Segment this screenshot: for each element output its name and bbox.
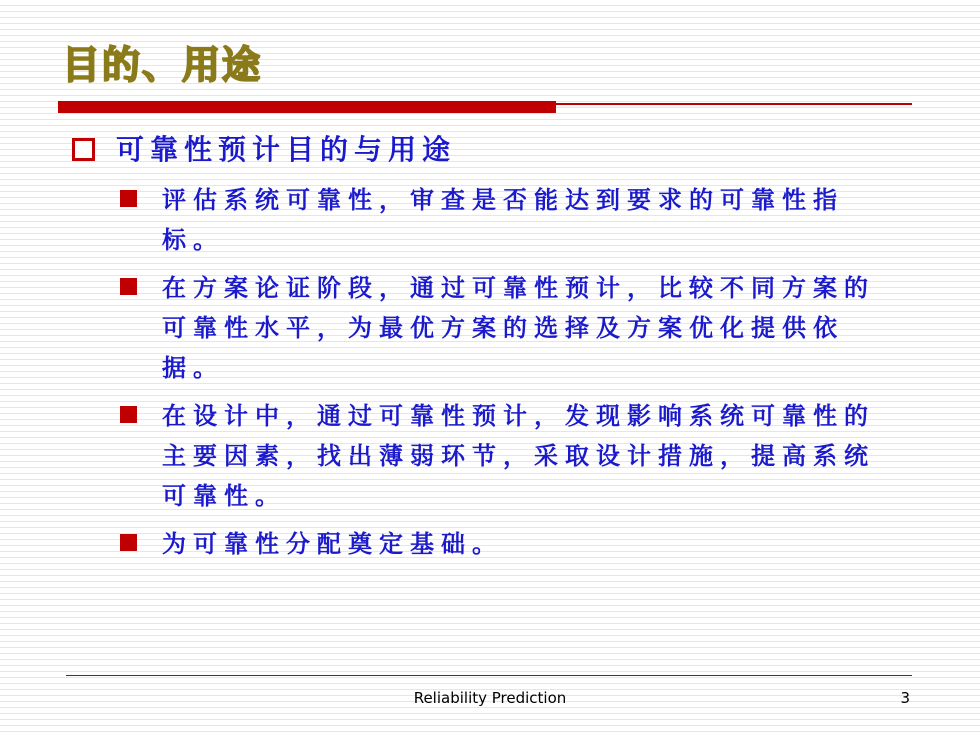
bullet-item-text: 在方案论证阶段，通过可靠性预计，比较不同方案的可靠性水平，为最优方案的选择及方案优化提供依据。 [162,274,875,382]
bullet-item-text: 评估系统可靠性，审查是否能达到要求的可靠性指标。 [162,186,844,254]
title-underline-line [556,103,912,105]
bullet-item [118,180,898,260]
filled-square-icon [120,534,137,551]
footer-title: Reliability Prediction [413,689,567,707]
bullet-heading-text: 可靠性预计目的与用途 [116,133,457,166]
filled-square-icon [120,190,137,207]
title-underline-bar [58,101,556,113]
filled-square-icon [120,278,137,295]
filled-square-icon [120,406,137,423]
bullet-item-text: 在设计中，通过可靠性预计，发现影响系统可靠性的主要因素，找出薄弱环节，采取设计措施，提高系统可靠性。 [162,402,875,510]
bullet-heading [68,128,898,172]
slide-content [68,128,898,564]
hollow-square-icon [72,138,95,161]
bullet-item [118,524,898,564]
bullet-item [118,396,898,516]
page-number: 3 [900,689,910,707]
bullet-item [118,268,898,388]
bullet-item-text: 为可靠性分配奠定基础。 [162,530,503,558]
footer-divider [66,675,912,676]
slide-title: 目的、用途 [62,43,263,87]
